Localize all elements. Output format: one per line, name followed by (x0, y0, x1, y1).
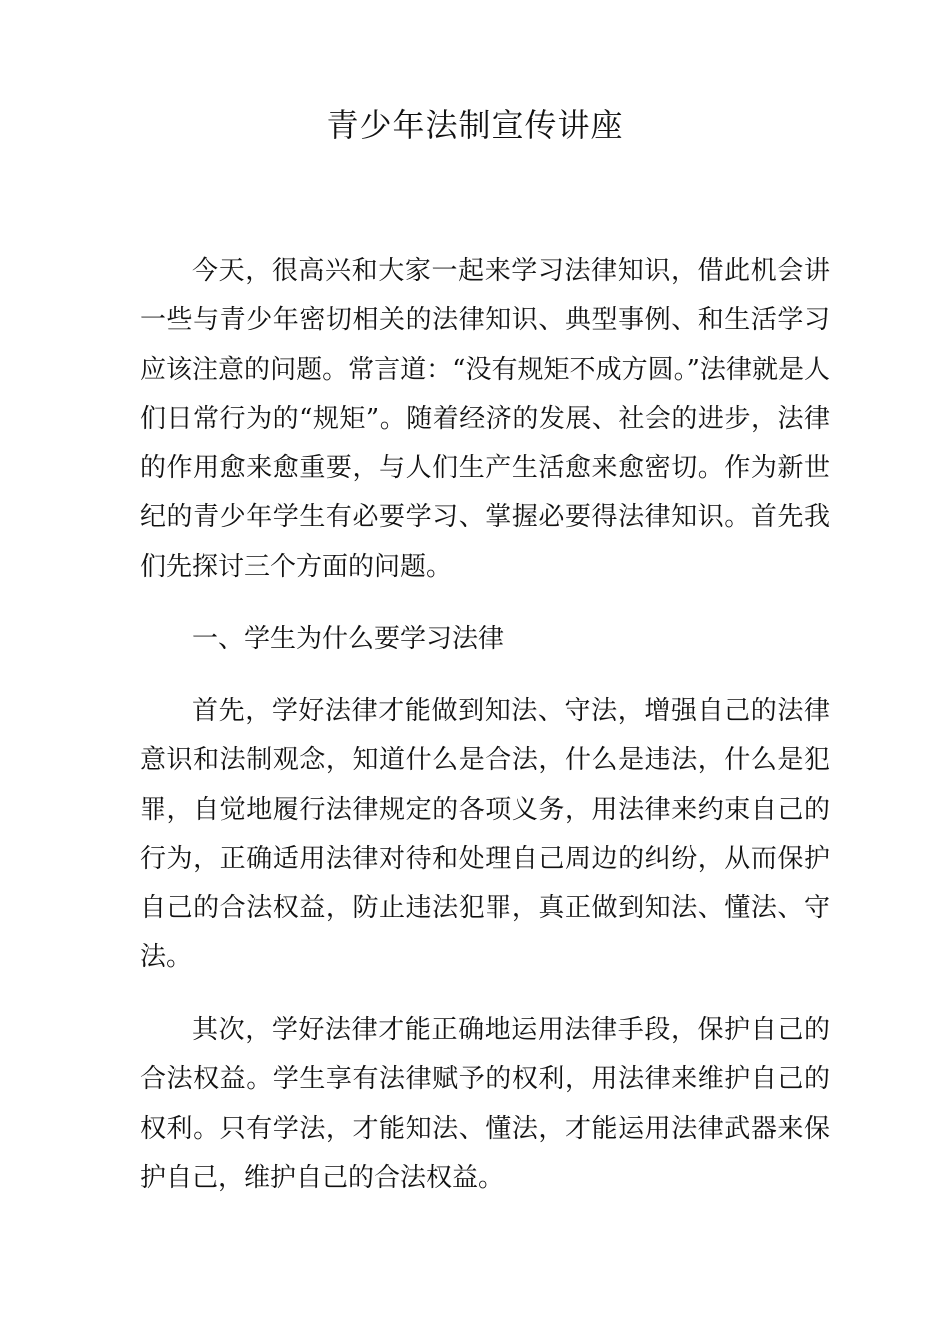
intro-paragraph: 今天，很高兴和大家一起来学习法律知识，借此机会讲一些与青少年密切相关的法律知识、典型事例、和生活学习应该注意的问题。常言道：“没有规矩不成方圆。”法律就是人们日常行为的“规矩”。随着经济的发展、社会的进步，法律的作用愈来愈重要，与人们生产生活愈来愈密切。作为新世纪的青少年学生有必要学习、掌握必要得法律知识。首先我们先探讨三个方面的问题。 (140, 256, 830, 582)
section-heading: 一、学生为什么要学习法律 (192, 624, 505, 654)
second-point-paragraph: 其次，学好法律才能正确地运用法律手段，保护自己的合法权益。学生享有法律赋予的权利，用法律来维护自己的权利。只有学法，才能知法、懂法，才能运用法律武器来保护自己，维护自己的合法权益。 (140, 1015, 830, 1193)
first-point-paragraph: 首先，学好法律才能做到知法、守法，增强自己的法律意识和法制观念，知道什么是合法，什么是违法，什么是犯罪，自觉地履行法律规定的各项义务，用法律来约束自己的行为，正确适用法律对待和处理自己周边的纠纷，从而保护自己的合法权益，防止违法犯罪，真正做到知法、懂法、守法。 (140, 696, 830, 973)
document-title: 青少年法制宣传讲座 (326, 106, 624, 144)
